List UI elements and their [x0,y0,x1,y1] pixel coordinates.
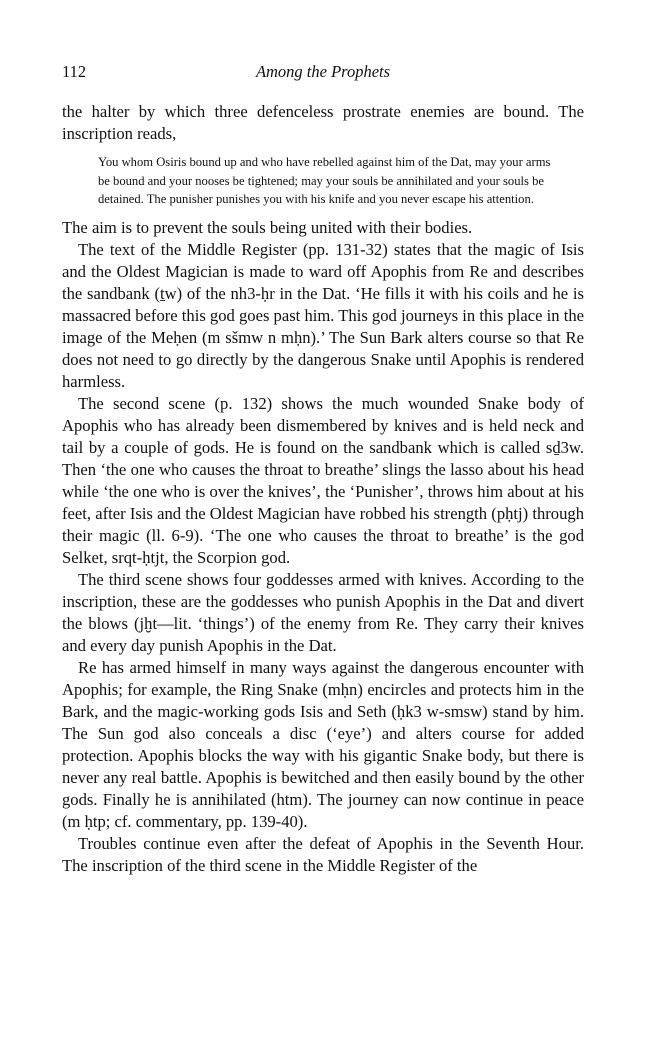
paragraph: The second scene (p. 132) shows the much wounded Snake body of Apophis who has already been dismembered by knives and is held neck and tail by a couple of gods. He is found on the sandbank which is called sḏ3w. Then ‘the one who causes the throat to breathe’ slings the lasso about his head while ‘the one who is over the knives’, the ‘Punisher’, throws him about at his feet, after Isis and the Oldest Magician have robbed his strength (pḥtj) through their magic (ll. 6-9). ‘The one who causes the throat to breathe’ is the god Selket, srqt-ḥtjt, the Scorpion god. [62,393,584,567]
paragraph-continuation [62,101,584,145]
page-header [62,62,584,86]
paragraph: The text of the Middle Register (pp. 131-32) states that the magic of Isis and the Oldest Magician is made to ward off Apophis from Re and describes the sandbank (ṯw) of the nh3-ḥr in the Dat. ‘He fills it with his coils and he is massacred before this god goes past him. This god journeys in this place in the image of the Meḥen (m sšmw n mḥn).’ The Sun Bark alters course so that Re does not need to go directly by the dangerous Snake until Apophis is rendered harmless. [62,239,584,391]
quote-line: be annihilated and your souls be detained. The punisher punishes you [98,173,544,206]
paragraph: Re has armed himself in many ways against the dangerous encounter with Apophis; for example, the Ring Snake (mḥn) encircles and protects him in the Bark, and the magic-working gods Isis and Seth (ḥk3 w-smsw) stand by him. The Sun god also conceals a disc (‘eye’) and alters course for added protection. Apophis blocks the way with his gigantic Snake body, but there is never any real battle. Apophis is bewitched and then easily bound by the other gods. Finally he is annihilated (htm). The journey can now continue in peace (m ḥtp; cf. commentary, pp. 139-40). [62,657,584,831]
quote-line: You whom Osiris bound up and who have rebelled against him of the Dat, [98,155,472,169]
block-quote [98,153,555,209]
paragraph: The third scene shows four goddesses armed with knives. According to the inscription, these are the goddesses who punish Apophis in the Dat and divert the blows (jḫt—lit. ‘things’) of the enemy from Re. They carry their knives and every day punish Apophis in the Dat. [62,569,584,655]
paragraph: The aim is to prevent the souls being united with their bodies. [62,217,473,237]
paragraph: Troubles continue even after the defeat of Apophis in the Seventh Hour. The inscription of the third scene in the Middle Register of the [62,833,584,875]
quote-line: may your arms be bound and your nooses be tightened; may your souls [98,155,551,188]
quote-line: with his knife and you never escape his attention. [285,192,534,206]
paragraph-line: The inscription reads, [62,102,584,143]
paragraph-line: the halter by which three defenceless prostrate enemies are bound. [62,102,550,121]
running-title: Among the Prophets [255,62,391,81]
page-number: 112 [62,62,87,81]
page-body [62,101,584,877]
